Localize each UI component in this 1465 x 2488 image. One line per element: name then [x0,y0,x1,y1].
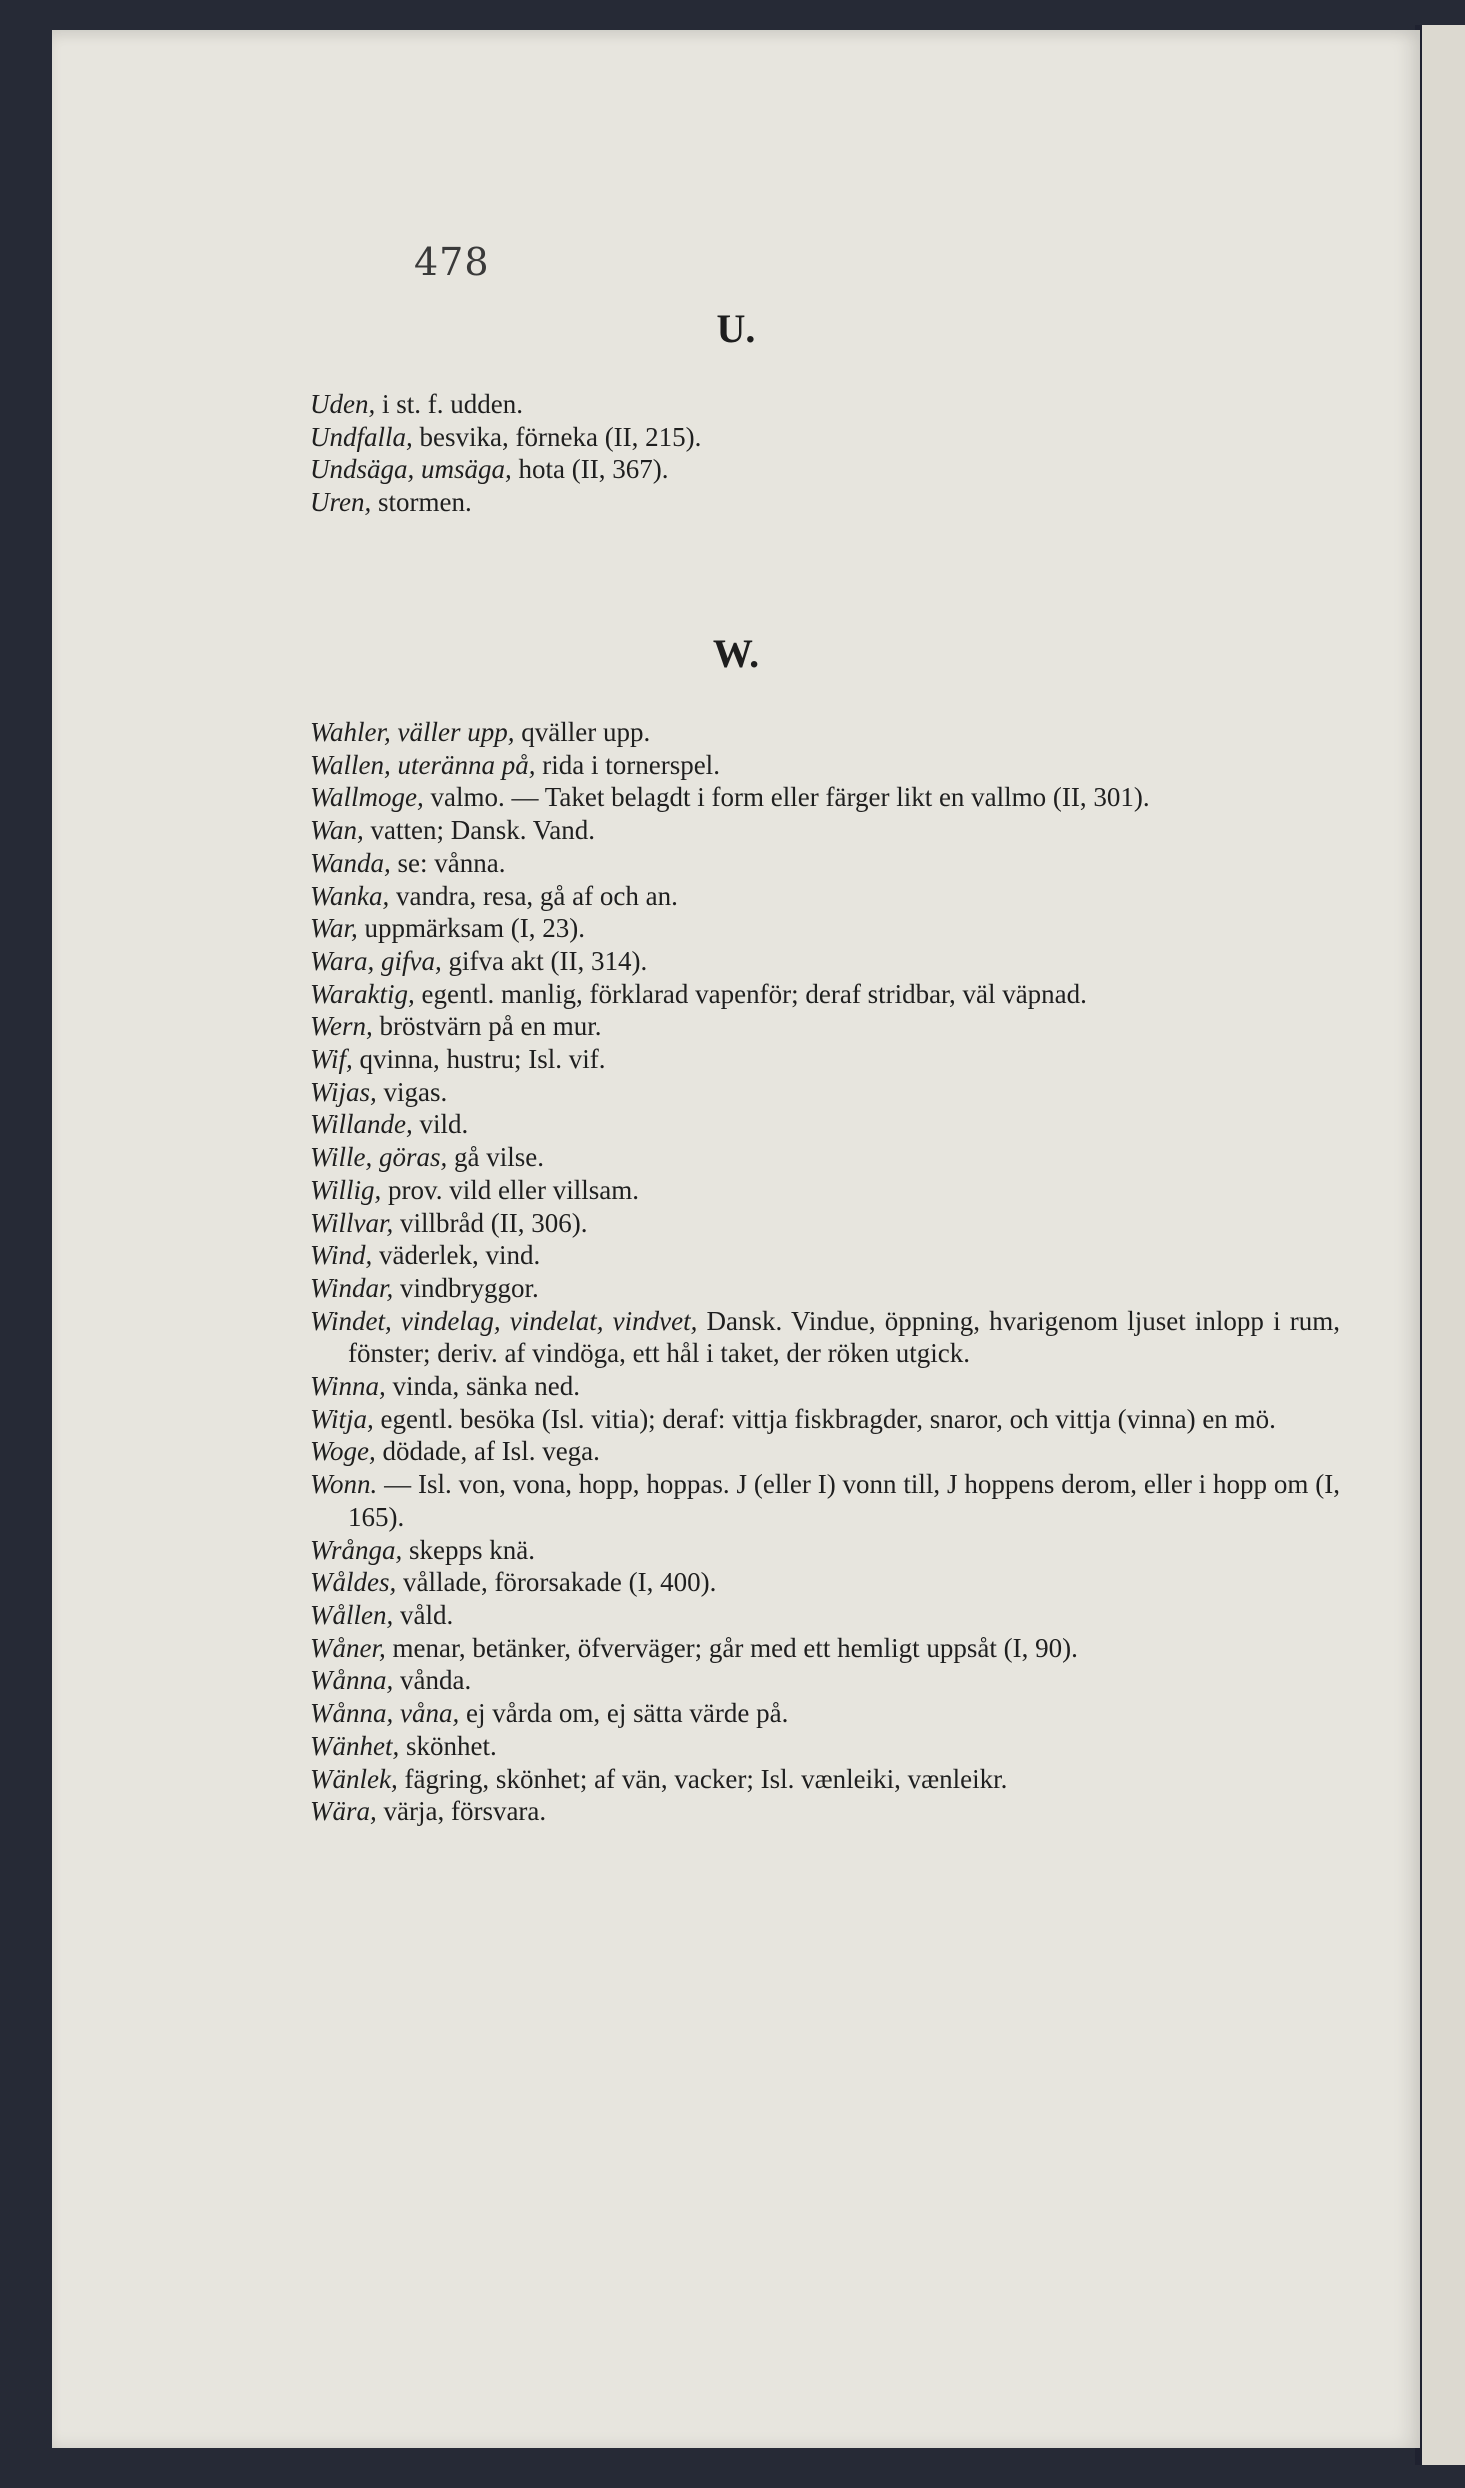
entry-headword: Wanka, [310,880,390,911]
glossary-entry [310,912,1340,945]
entry-definition: vållade, förorsakade (I, 400). [396,1567,717,1598]
entry-headword: Wära, [310,1796,377,1827]
entry-definition: i st. f. udden. [375,389,523,419]
glossary-entry [310,1076,1340,1109]
entry-definition: qvinna, hustru; Isl. vif. [352,1044,606,1075]
entry-headword: Waraktig, [310,978,415,1009]
entry-headword: Wijas, [310,1076,377,1107]
entry-definition: egentl. besöka (Isl. vitia); deraf: vittja fiskbragder, snaror, och vittja (vinna) en mö. [373,1403,1276,1434]
glossary-entry [310,1108,1340,1141]
entry-headword: War, [310,913,358,944]
section-w-entries [310,716,1340,1828]
entry-definition: besvika, förneka (II, 215). [412,421,702,452]
glossary-entry [310,880,1340,913]
glossary-entry [310,1272,1340,1305]
glossary-entry [310,1305,1340,1370]
entry-definition: vånda. [393,1665,472,1696]
glossary-entry [310,1141,1340,1174]
entry-definition: dödade, af Isl. vega. [375,1436,600,1467]
page-number: 478 [414,240,490,284]
glossary-entry [310,945,1340,978]
entry-headword: Undfalla, [310,421,413,452]
entry-definition: stormen. [371,487,472,518]
glossary-entry [310,1763,1340,1796]
entry-definition: qväller upp. [514,717,651,747]
section-heading-w: W. [712,631,760,676]
entry-definition: hota (II, 367). [511,454,669,485]
glossary-entry [310,453,1340,486]
entry-headword: Wan, [310,815,364,846]
entry-headword: Wif, [310,1044,353,1075]
section-u-entries [310,388,1340,519]
entry-headword: Wille, göras, [310,1142,448,1173]
entry-definition: fägring, skönhet; af vän, vacker; Isl. vænleiki, vænleikr. [397,1763,1008,1794]
glossary-entry [310,1043,1340,1076]
entry-definition: valmo. — Taket belagdt i form eller färger likt en vallmo (II, 301). [423,782,1150,813]
entry-headword: Wallmoge, [310,782,424,813]
entry-definition: uppmärksam (I, 23). [357,913,585,944]
entry-definition: prov. vild eller villsam. [381,1174,639,1205]
entry-headword: Wonn. [310,1469,378,1500]
glossary-entry [310,1468,1340,1533]
entry-headword: Wåldes, [310,1567,397,1598]
glossary-entry [310,978,1340,1011]
glossary-entry [310,1730,1340,1763]
glossary-entry [310,421,1340,454]
entry-headword: Wånna, [310,1665,394,1696]
entry-headword: Windar, [310,1272,394,1303]
entry-headword: Wåner, [310,1632,386,1663]
entry-headword: Wänlek, [310,1763,398,1794]
entry-headword: Willig, [310,1174,382,1205]
entry-definition: vinda, sänka ned. [385,1371,580,1402]
entry-definition: ej vårda om, ej sätta värde på. [459,1698,789,1729]
glossary-entry [310,1435,1340,1468]
entry-headword: Wern, [310,1011,373,1042]
glossary-entry [310,716,1340,749]
glossary-entry [310,486,1340,519]
entry-definition: — Isl. von, vona, hopp, hoppas. J (eller I) vonn till, J hoppens derom, eller i hopp om (I, 165). [348,1469,1340,1532]
glossary-entry [310,781,1340,814]
entry-headword: Wara, gifva, [310,945,442,976]
entry-headword: Winna, [310,1371,386,1402]
entry-definition: egentl. manlig, förklarad vapenför; deraf stridbar, väl väpnad. [414,978,1087,1009]
entry-definition: gifva akt (II, 314). [441,945,648,976]
book-page [52,30,1420,2448]
glossary-entry [310,388,1340,421]
glossary-entry [310,1370,1340,1403]
entry-definition: villbråd (II, 306). [393,1207,588,1238]
entry-definition: väderlek, vind. [372,1240,541,1271]
entry-definition: värja, försvara. [376,1796,547,1827]
glossary-entry [310,1174,1340,1207]
entry-headword: Wrånga, [310,1534,403,1565]
entry-headword: Wållen, [310,1599,394,1630]
entry-definition: gå vilse. [447,1142,544,1173]
entry-definition: rida i tornerspel. [535,749,720,780]
entry-definition: vandra, resa, gå af och an. [389,880,678,911]
glossary-entry [310,1664,1340,1697]
glossary-entry [310,814,1340,847]
entry-headword: Wanda, [310,847,391,878]
entry-definition: bröstvärn på en mur. [372,1011,602,1042]
entry-definition: vatten; Dansk. Vand. [363,815,595,846]
entry-definition: våld. [393,1599,454,1630]
glossary-entry [310,1010,1340,1043]
entry-headword: Woge, [310,1436,376,1467]
entry-headword: Undsäga, umsäga, [310,454,512,485]
entry-headword: Witja, [310,1403,374,1434]
entry-definition: vindbryggor. [393,1272,539,1303]
glossary-entry [310,1632,1340,1665]
glossary-entry [310,749,1340,782]
entry-definition: skepps knä. [402,1534,535,1565]
entry-headword: Wänhet, [310,1730,400,1761]
entry-headword: Wånna, våna, [310,1698,460,1729]
glossary-entry [310,847,1340,880]
entry-headword: Wind, [310,1240,373,1271]
entry-definition: Dansk. Vindue, öppning, hvarigenom ljuset inlopp i rum, fönster; deriv. af vindöga, ett hål i taket, der röken utgick. [348,1305,1340,1369]
glossary-entry [310,1697,1340,1730]
glossary-entry [310,1239,1340,1272]
glossary-entry [310,1534,1340,1567]
entry-definition: skönhet. [399,1730,497,1761]
glossary-entry [310,1403,1340,1436]
section-heading-u: U. [716,306,756,351]
glossary-entry [310,1566,1340,1599]
entry-headword: Uden, [310,389,376,419]
glossary-entry [310,1207,1340,1240]
entry-definition: vild. [412,1109,469,1140]
entry-headword: Willvar, [310,1207,394,1238]
entry-headword: Windet, vindelag, vindelat, vindvet, [310,1305,698,1336]
entry-definition: vigas. [376,1076,448,1107]
entry-headword: Wahler, väller upp, [310,717,515,747]
glossary-entry [310,1599,1340,1632]
entry-definition: menar, betänker, öfverväger; går med ett hemligt uppsåt (I, 90). [385,1632,1078,1663]
entry-definition: se: vånna. [390,847,506,878]
next-page-edge [1420,25,1465,2465]
glossary-entry [310,1795,1340,1828]
entry-headword: Uren, [310,487,372,518]
entry-headword: Willande, [310,1109,413,1140]
entry-headword: Wallen, uteränna på, [310,749,536,780]
